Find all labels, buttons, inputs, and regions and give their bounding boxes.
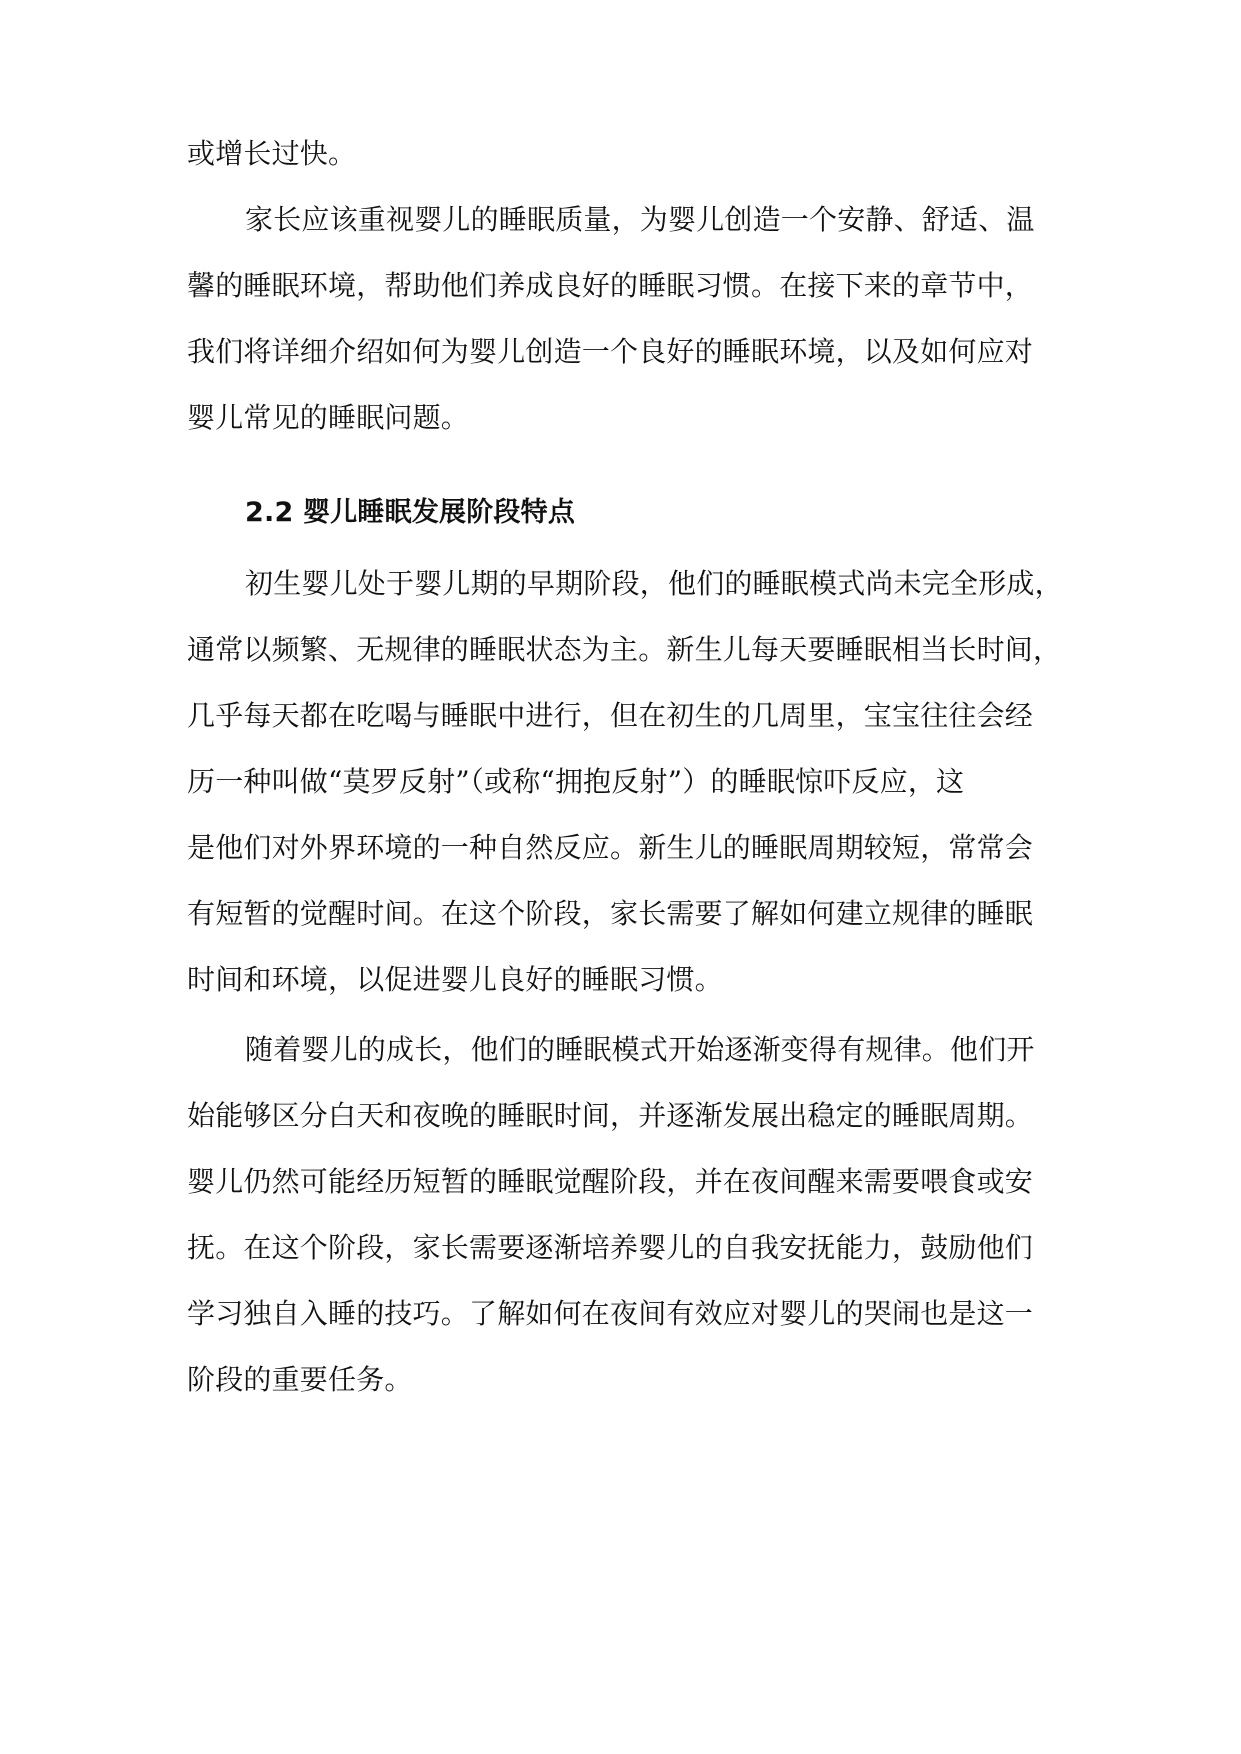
para1-line-3: 几乎每天都在吃喝与睡眠中进行，但在初生的几周里，宝宝往往会经 xyxy=(187,699,1034,732)
intro-line-4: 我们将详细介绍如何为婴儿创造一个良好的睡眠环境，以及如何应对 xyxy=(187,335,1034,368)
para2-line-2: 始能够区分白天和夜晚的睡眠时间，并逐渐发展出稳定的睡眠周期。 xyxy=(187,1099,1034,1132)
intro-line-5: 婴儿常见的睡眠问题。 xyxy=(187,401,470,434)
para1-line-2: 通常以频繁、无规律的睡眠状态为主。新生儿每天要睡眠相当长时间， xyxy=(187,633,1062,666)
para2-line-6: 阶段的重要任务。 xyxy=(187,1363,413,1396)
intro-line-1: 或增长过快。 xyxy=(187,137,357,170)
section-heading: 2.2 婴儿睡眠发展阶段特点 xyxy=(245,497,576,528)
para1-line-7: 时间和环境，以促进婴儿良好的睡眠习惯。 xyxy=(187,963,723,996)
para2-line-5: 学习独自入睡的技巧。了解如何在夜间有效应对婴儿的哭闹也是这一 xyxy=(187,1297,1034,1330)
para1-line-6: 有短暂的觉醒时间。在这个阶段，家长需要了解如何建立规律的睡眠 xyxy=(187,897,1034,930)
para2-line-4: 抚。在这个阶段，家长需要逐渐培养婴儿的自我安抚能力，鼓励他们 xyxy=(187,1231,1034,1264)
para1-line-4: 历一种叫做“莫罗反射”（或称“拥抱反射”）的睡眠惊吓反应，这 xyxy=(187,765,965,798)
para1-line-5: 是他们对外界环境的一种自然反应。新生儿的睡眠周期较短，常常会 xyxy=(187,831,1034,864)
para2-line-1: 随着婴儿的成长，他们的睡眠模式开始逐渐变得有规律。他们开 xyxy=(245,1033,1035,1066)
para1-line-1: 初生婴儿处于婴儿期的早期阶段，他们的睡眠模式尚未完全形成， xyxy=(245,567,1063,600)
intro-line-2: 家长应该重视婴儿的睡眠质量，为婴儿创造一个安静、舒适、温 xyxy=(245,203,1035,236)
intro-line-3: 馨的睡眠环境，帮助他们养成良好的睡眠习惯。在接下来的章节中， xyxy=(187,269,1034,302)
para2-line-3: 婴儿仍然可能经历短暂的睡眠觉醒阶段，并在夜间醒来需要喂食或安 xyxy=(187,1165,1034,1198)
